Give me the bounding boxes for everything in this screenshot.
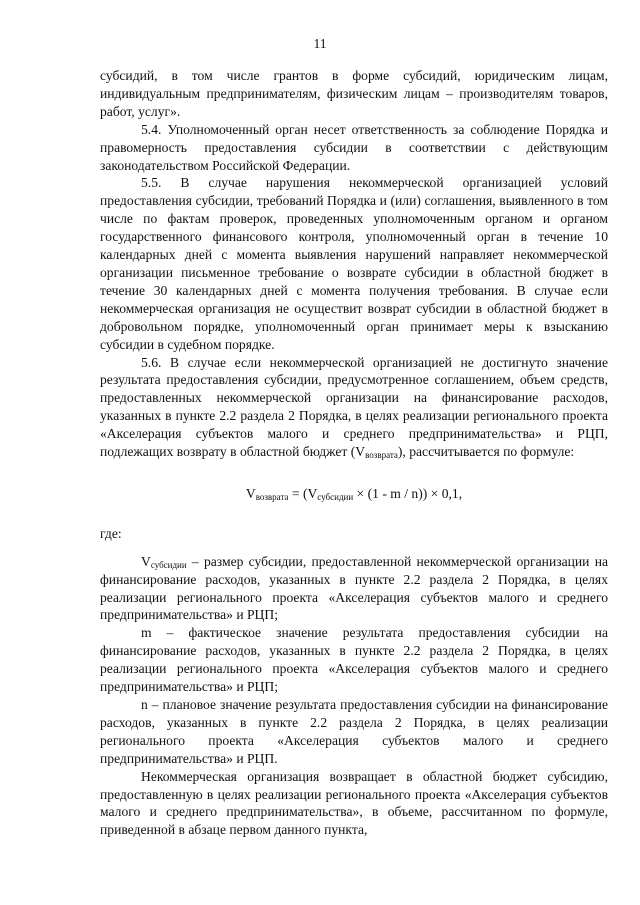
paragraph-5-6 <box>100 354 608 461</box>
document-body <box>100 67 608 839</box>
def-sub-subsidii: субсидии <box>150 559 187 570</box>
paragraph-return: Некоммерческая организация возвращает в областной бюджет субсидию, предоставленную в целях реализации регионального проекта «Акселерация субъектов малого и среднего предпринимательства», в объеме, рассчитанном по формуле, приведенной в абзаце первом данного пункта, <box>100 768 608 838</box>
paragraph-continuation: субсидий, в том числе грантов в форме субсидий, юридическим лицам, индивидуальным предпринимателям, физическим лицам – производителям товаров, работ, услуг». <box>100 68 608 119</box>
definition-n: n – плановое значение результата предоставления субсидии на финансирование расходов, указанных в пункте 2.2 раздела 2 Порядка, в целях реализации регионального проекта «Акселерация субъектов малого и среднего предпринимательства» и РЦП. <box>100 697 608 766</box>
where-label: где: <box>100 525 122 541</box>
formula-sub-subsidii: субсидии <box>317 491 354 502</box>
formula: $V_{возврата} = (V_{субсидии} \times (1 - m / n)) \times 0,1$, <box>245 485 463 502</box>
paragraph-5-6-tail: ), рассчитывается по формуле: <box>397 444 575 460</box>
definition-m: m – фактическое значение результата предоставления субсидии на финансирование расходов, указанных в пункте 2.2 раздела 2 Порядка, в целях реализации регионального проекта «Акселерация субъектов малого и среднего предпринимательства» и РЦП; <box>100 625 608 695</box>
definition-v-subsidii: $V_{субсидии}$ – размер субсидии, предоставленной некоммерческой организации на финансирование расходов, указанных в пункте 2.2 раздела 2 Порядка, в целях реализации регионального проекта «Акселерация субъектов малого и среднего предпринимательства» и РЦП; <box>100 553 608 623</box>
subscript-vozvrata: возврата <box>365 450 398 461</box>
paragraph-5-4: 5.4. Уполномоченный орган несет ответственность за соблюдение Порядка и правомерность предоставления субсидии в соответствии с действующим законодательством Российской Федерации. <box>100 121 608 173</box>
paragraph-5-6-text: 5.6. В случае если некоммерческой организацией не достигнуто значение результата предоставления субсидии, предусмотренное соглашением, объем средств, предоставленных некоммерческой организации на финансирование расходов, указанных в пункте 2.2 раздела 2 Порядка, в целях реализации регионального проекта «Акселерация субъектов малого и среднего предпринимательства» и РЦП, подлежащих возврату в областной бюджет (V <box>100 354 608 460</box>
paragraph-5-5: 5.5. В случае нарушения некоммерческой организацией условий предоставления субсидии, требований Порядка и (или) соглашения, выявленного в том числе по фактам проверок, проведенных уполномоченным органом и органом государственного финансового контроля, уполномоченный орган в течение 10 календарных дней с момента выявления нарушений направляет некоммерческой организации письменное требование о возврате субсидии в областной бюджет в течение 30 календарных дней с момента получения требования. В случае если некоммерческая организация не осуществит возврат субсидии в областной бюджет в добровольном порядке, уполномоченный орган принимает меры к взысканию субсидии в судебном порядке. <box>100 175 608 352</box>
formula-sub-vozvrata: возврата <box>255 491 289 502</box>
page-number: 11 <box>313 36 327 51</box>
